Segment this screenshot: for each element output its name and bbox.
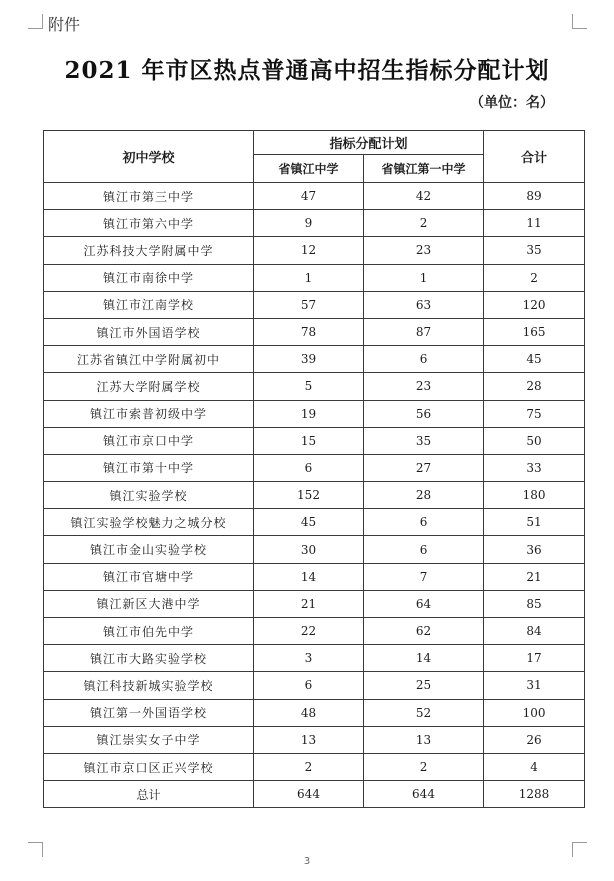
- row-total: 26: [484, 726, 585, 753]
- row-total: 35: [484, 237, 585, 264]
- zhenjiang-first-high-school-count: 27: [364, 454, 484, 481]
- table-row: [44, 509, 585, 536]
- school-cell: 镇江市外国语学校: [44, 318, 254, 345]
- header-zhenjiang-first-high-school: 省镇江第一中学: [364, 155, 484, 183]
- zhenjiang-high-school-count: 644: [254, 781, 364, 808]
- zhenjiang-first-high-school-count: 64: [364, 590, 484, 617]
- zhenjiang-first-high-school-count: 6: [364, 509, 484, 536]
- header-total: 合计: [484, 131, 585, 183]
- school-cell: 镇江市江南学校: [44, 291, 254, 318]
- header-school: 初中学校: [44, 131, 254, 183]
- row-total: 51: [484, 509, 585, 536]
- school-cell: 镇江市大路实验学校: [44, 645, 254, 672]
- table-row: [44, 264, 585, 291]
- document-title: 2021 年市区热点普通高中招生指标分配计划: [64, 57, 550, 84]
- table-row: [44, 672, 585, 699]
- zhenjiang-high-school-count: 6: [254, 454, 364, 481]
- zhenjiang-high-school-count: 22: [254, 618, 364, 645]
- crop-mark-top-right: [572, 14, 587, 29]
- zhenjiang-first-high-school-count: 23: [364, 237, 484, 264]
- row-total: 28: [484, 373, 585, 400]
- unit-note: （单位：名）: [470, 95, 554, 111]
- school-cell: 镇江市金山实验学校: [44, 536, 254, 563]
- zhenjiang-high-school-count: 48: [254, 699, 364, 726]
- school-cell: 镇江市京口区正兴学校: [44, 753, 254, 780]
- table-row: [44, 427, 585, 454]
- school-cell: 江苏大学附属学校: [44, 373, 254, 400]
- zhenjiang-first-high-school-count: 2: [364, 753, 484, 780]
- zhenjiang-first-high-school-count: 2: [364, 210, 484, 237]
- row-total: 33: [484, 454, 585, 481]
- table-row: [44, 645, 585, 672]
- row-total: 120: [484, 291, 585, 318]
- row-total: 17: [484, 645, 585, 672]
- row-total: 89: [484, 183, 585, 210]
- zhenjiang-high-school-count: 12: [254, 237, 364, 264]
- header-allocation-plan: 指标分配计划: [254, 131, 484, 155]
- zhenjiang-high-school-count: 14: [254, 563, 364, 590]
- table-row: [44, 400, 585, 427]
- table-row: [44, 590, 585, 617]
- school-cell: 镇江第一外国语学校: [44, 699, 254, 726]
- table-row: [44, 563, 585, 590]
- zhenjiang-high-school-count: 5: [254, 373, 364, 400]
- row-total: 2: [484, 264, 585, 291]
- table-summary-row: [44, 781, 585, 808]
- row-total: 100: [484, 699, 585, 726]
- row-total: 84: [484, 618, 585, 645]
- row-total: 45: [484, 346, 585, 373]
- row-total: 165: [484, 318, 585, 345]
- row-total: 11: [484, 210, 585, 237]
- school-cell: 江苏省镇江中学附属初中: [44, 346, 254, 373]
- zhenjiang-first-high-school-count: 62: [364, 618, 484, 645]
- zhenjiang-first-high-school-count: 52: [364, 699, 484, 726]
- row-total: 21: [484, 563, 585, 590]
- crop-mark-top-left: [28, 14, 43, 29]
- school-cell: 镇江市官塘中学: [44, 563, 254, 590]
- school-cell: 江苏科技大学附属中学: [44, 237, 254, 264]
- zhenjiang-high-school-count: 39: [254, 346, 364, 373]
- zhenjiang-first-high-school-count: 63: [364, 291, 484, 318]
- row-total: 180: [484, 482, 585, 509]
- row-total: 36: [484, 536, 585, 563]
- zhenjiang-first-high-school-count: 14: [364, 645, 484, 672]
- zhenjiang-first-high-school-count: 28: [364, 482, 484, 509]
- row-total: 4: [484, 753, 585, 780]
- zhenjiang-high-school-count: 2: [254, 753, 364, 780]
- school-cell: 镇江市索普初级中学: [44, 400, 254, 427]
- school-cell: 镇江市伯先中学: [44, 618, 254, 645]
- crop-mark-bottom-left: [28, 842, 43, 857]
- zhenjiang-first-high-school-count: 23: [364, 373, 484, 400]
- zhenjiang-high-school-count: 9: [254, 210, 364, 237]
- zhenjiang-high-school-count: 152: [254, 482, 364, 509]
- table-row: [44, 726, 585, 753]
- row-total: 50: [484, 427, 585, 454]
- allocation-table: [43, 130, 585, 808]
- school-cell: 镇江市第三中学: [44, 183, 254, 210]
- school-cell: 镇江市南徐中学: [44, 264, 254, 291]
- header-zhenjiang-high-school: 省镇江中学: [254, 155, 364, 183]
- zhenjiang-high-school-count: 13: [254, 726, 364, 753]
- zhenjiang-first-high-school-count: 56: [364, 400, 484, 427]
- table-row: [44, 318, 585, 345]
- zhenjiang-high-school-count: 6: [254, 672, 364, 699]
- zhenjiang-first-high-school-count: 25: [364, 672, 484, 699]
- table-row: [44, 753, 585, 780]
- zhenjiang-high-school-count: 30: [254, 536, 364, 563]
- crop-mark-bottom-right: [572, 842, 587, 857]
- zhenjiang-high-school-count: 57: [254, 291, 364, 318]
- school-cell: 镇江市第六中学: [44, 210, 254, 237]
- row-total: 75: [484, 400, 585, 427]
- zhenjiang-first-high-school-count: 13: [364, 726, 484, 753]
- zhenjiang-high-school-count: 21: [254, 590, 364, 617]
- zhenjiang-high-school-count: 19: [254, 400, 364, 427]
- zhenjiang-first-high-school-count: 6: [364, 346, 484, 373]
- table-row: [44, 183, 585, 210]
- zhenjiang-high-school-count: 78: [254, 318, 364, 345]
- attachment-label: 附件: [48, 15, 81, 34]
- zhenjiang-first-high-school-count: 6: [364, 536, 484, 563]
- school-cell: 镇江科技新城实验学校: [44, 672, 254, 699]
- row-total: 31: [484, 672, 585, 699]
- table-row: [44, 618, 585, 645]
- row-total: 1288: [484, 781, 585, 808]
- zhenjiang-first-high-school-count: 87: [364, 318, 484, 345]
- table-row: [44, 482, 585, 509]
- school-cell: 镇江新区大港中学: [44, 590, 254, 617]
- school-cell: 镇江市第十中学: [44, 454, 254, 481]
- zhenjiang-first-high-school-count: 42: [364, 183, 484, 210]
- zhenjiang-high-school-count: 15: [254, 427, 364, 454]
- school-cell: 镇江崇实女子中学: [44, 726, 254, 753]
- table-row: [44, 346, 585, 373]
- zhenjiang-first-high-school-count: 35: [364, 427, 484, 454]
- school-cell: 镇江实验学校魅力之城分校: [44, 509, 254, 536]
- zhenjiang-first-high-school-count: 1: [364, 264, 484, 291]
- page-number: 3: [303, 856, 311, 867]
- table-row: [44, 237, 585, 264]
- zhenjiang-high-school-count: 45: [254, 509, 364, 536]
- school-cell: 镇江实验学校: [44, 482, 254, 509]
- school-cell: 总计: [44, 781, 254, 808]
- zhenjiang-first-high-school-count: 644: [364, 781, 484, 808]
- table-row: [44, 373, 585, 400]
- zhenjiang-high-school-count: 1: [254, 264, 364, 291]
- table-row: [44, 291, 585, 318]
- table-row: [44, 536, 585, 563]
- table-row: [44, 454, 585, 481]
- table-row: [44, 210, 585, 237]
- row-total: 85: [484, 590, 585, 617]
- zhenjiang-high-school-count: 3: [254, 645, 364, 672]
- school-cell: 镇江市京口中学: [44, 427, 254, 454]
- zhenjiang-high-school-count: 47: [254, 183, 364, 210]
- zhenjiang-first-high-school-count: 7: [364, 563, 484, 590]
- table-row: [44, 699, 585, 726]
